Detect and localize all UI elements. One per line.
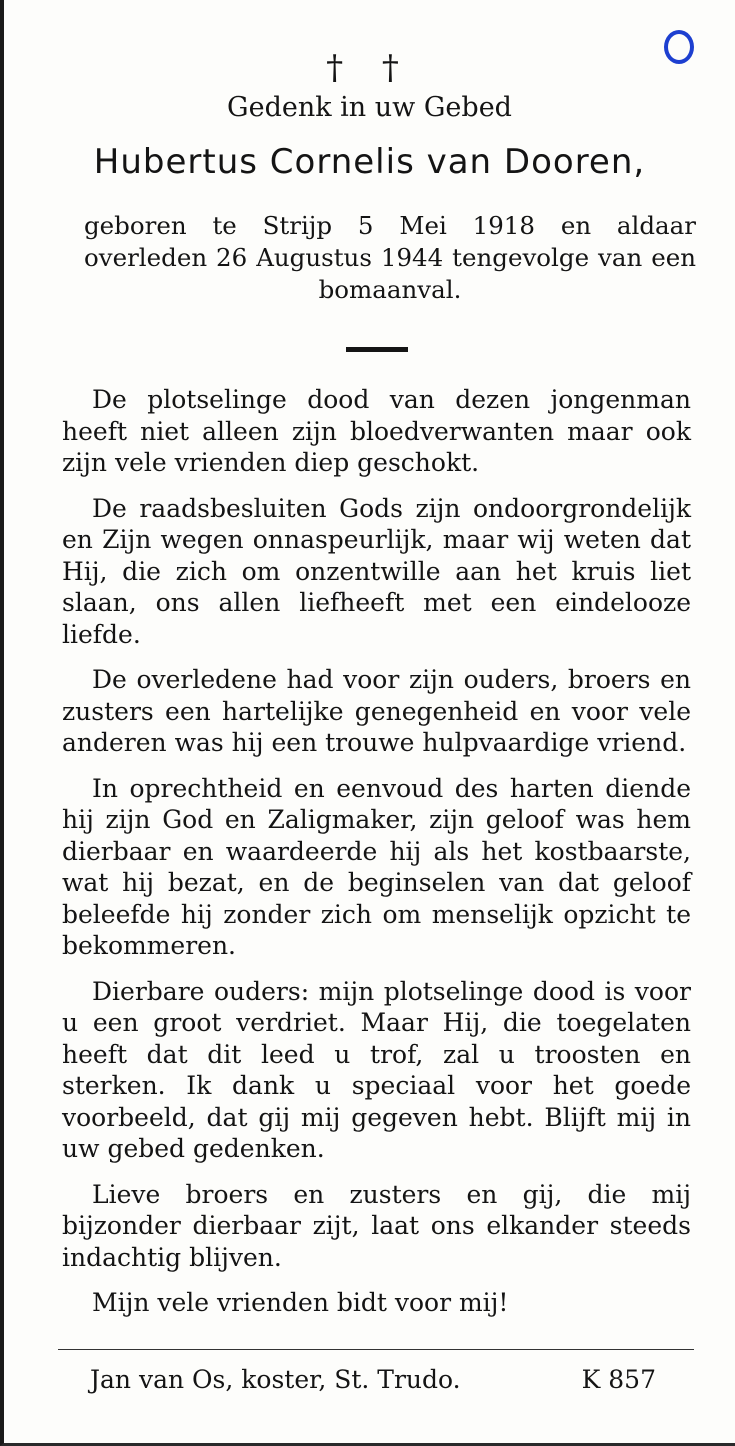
paragraph: De plotselinge dood van dezen jongenman heeft niet alleen zijn bloedverwanten maar ook zijn vele vrienden diep geschokt. [62,385,691,477]
paragraph: De raadsbesluiten Gods zijn ondoorgrondelijk en Zijn wegen onnaspeurlijk, maar wij weten dat Hij, die zich om onzentwille aan het kruis liet slaan, ons allen liefheeft met een eindelooze liefde. [62,493,691,649]
paragraph: Lieve broers en zusters en gij, die mij bijzonder dierbaar zijt, laat ons elkander steeds indachtig blijven. [62,1179,691,1272]
cross-icons: † † [326,48,413,88]
pen-circle-mark [664,30,694,64]
paragraph: In oprechtheid en eenvoud des harten diende hij zijn God en Zaligmaker, zijn geloof was hem dierbaar en waardeerde hij als het kostbaarste, wat hij bezat, en de beginselen van dat geloof beleefde hij zonder zich om menselijk opzicht te bekommeren. [62,773,691,960]
printer-footer [90,1365,656,1394]
divider [346,347,408,352]
footer-rule [58,1349,694,1350]
birth-death-text: geboren te Strijp 5 Mei 1918 en aldaar overleden 26 Augustus 1944 tengevolge van een bomaanval. [84,211,696,304]
print-code: K 857 [581,1365,656,1394]
printer-name: Jan van Os, koster, St. Trudo. [90,1365,461,1394]
memorial-text [62,384,691,1333]
paragraph: Dierbare ouders: mijn plotselinge dood is voor u een groot verdriet. Maar Hij, die toegelaten heeft dat dit leed u trof, zal u troosten en sterken. Ik dank u speciaal voor het goede voorbeeld, dat gij mij gegeven hebt. Blijft mij in uw gebed gedenken. [62,976,691,1163]
paragraph: De overledene had voor zijn ouders, broers en zusters een hartelijke genegenheid en voor vele anderen was hij een trouwe hulpvaardige vriend. [62,665,691,757]
closing-line: Mijn vele vrienden bidt voor mij! [92,1288,509,1317]
deceased-name: Hubertus Cornelis van Dooren, [93,142,646,182]
prayer-heading: Gedenk in uw Gebed [227,92,512,123]
